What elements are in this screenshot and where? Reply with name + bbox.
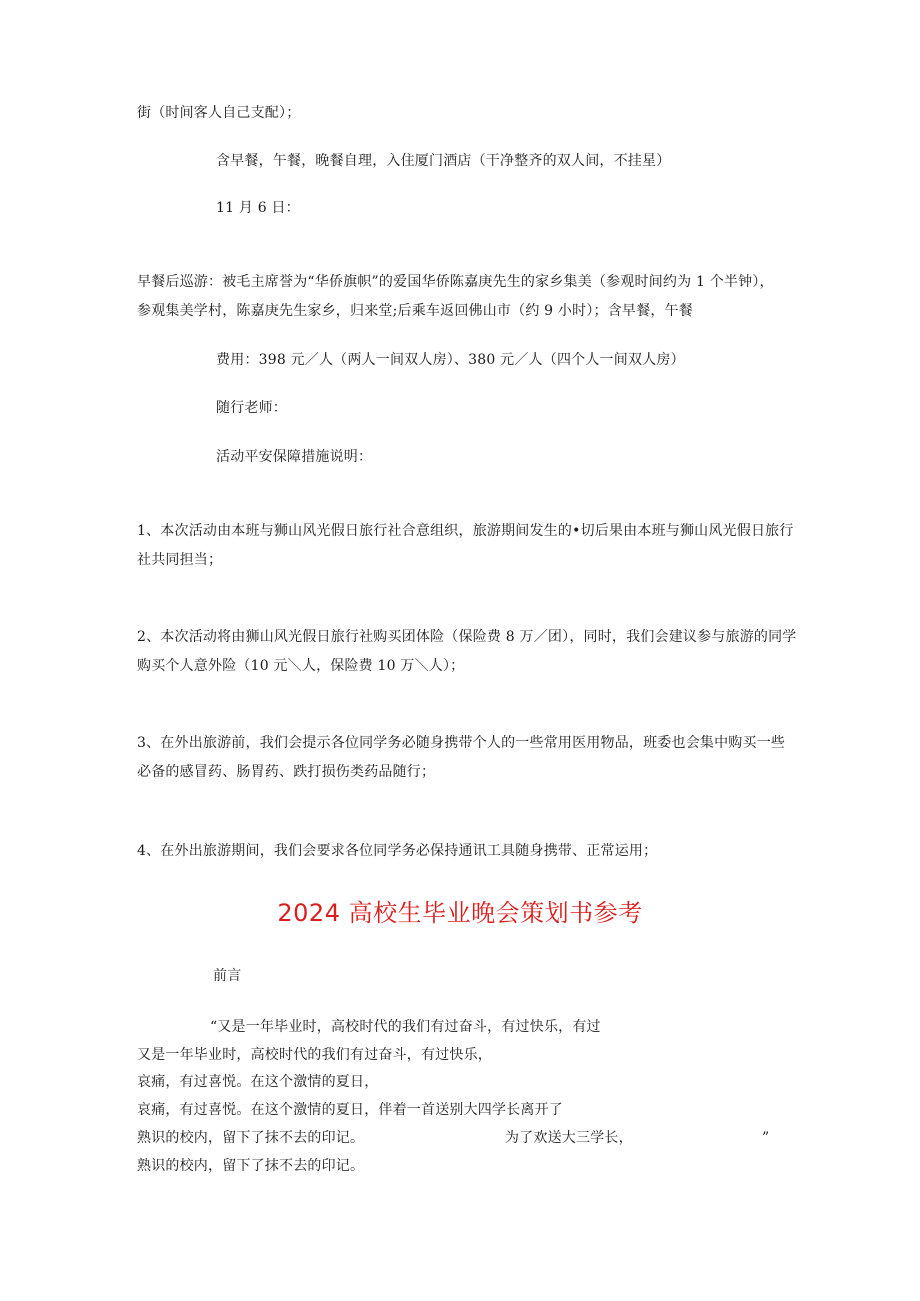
itinerary-line-1: 街（时间客人自己支配）； xyxy=(137,105,301,121)
safety-item-1-line-1: 1、本次活动由本班与狮山风光假日旅行社合意组织，旅游期间发生的•切后果由本班与狮山风光假日旅行 xyxy=(137,523,794,539)
safety-heading: 活动平安保障措施说明： xyxy=(216,449,373,465)
preface-paragraph-line-1: “又是一年毕业时，高校时代的我们有过奋斗，有过快乐，有过 xyxy=(210,1019,601,1035)
safety-item-3-line-2: 必备的感冒药、肠胃药、跌打损伤类药品随行； xyxy=(137,764,436,780)
closing-quote: ” xyxy=(762,1130,770,1146)
preface-paragraph-line-3: 哀痛，有过喜悦。在这个激情的夏日， xyxy=(137,1074,379,1090)
itinerary-meals-hotel: 含早餐，午餐，晚餐自理，入住厦门酒店（干净整齐的双人间，不挂星） xyxy=(216,153,671,169)
preface-paragraph-line-5b: 为了欢送大三学长， xyxy=(505,1130,633,1146)
preface-paragraph-line-5a: 熟识的校内，留下了抹不去的印记。 xyxy=(137,1130,365,1146)
preface-paragraph-line-4: 哀痛，有过喜悦。在这个激情的夏日，伴着一首送别大四学长离开了 xyxy=(137,1102,563,1118)
preface-paragraph-line-6: 熟识的校内，留下了抹不去的印记。 xyxy=(137,1158,365,1174)
safety-item-4-line-1: 4、在外出旅游期间，我们会要求各位同学务必保持通讯工具随身携带、正常运用； xyxy=(137,843,658,859)
section-title: 2024 高校生毕业晚会策划书参考 xyxy=(277,899,643,927)
safety-item-2-line-2: 购买个人意外险（10 元＼人，保险费 10 万＼人）； xyxy=(137,658,465,674)
safety-item-3-line-1: 3、在外出旅游前，我们会提示各位同学务必随身携带个人的一些常用医用物品，班委也会集中购买一些 xyxy=(137,735,786,751)
itinerary-day-desc-2: 参观集美学村，陈嘉庚先生家乡，归来堂;后乘车返回佛山市（约 9 小时）；含早餐，午餐 xyxy=(137,303,693,319)
itinerary-day-label: 11 月 6 日： xyxy=(216,200,300,216)
preface-label: 前言 xyxy=(213,968,242,984)
safety-item-2-line-1: 2、本次活动将由狮山风光假日旅行社购买团体险（保险费 8 万／团），同时，我们会建议参与旅游的同学 xyxy=(137,629,797,645)
itinerary-day-desc-1: 早餐后巡游：被毛主席誉为“华侨旗帜”的爱国华侨陈嘉庚先生的家乡集美（参观时间约为 1 个半钟）， xyxy=(137,274,774,290)
preface-paragraph-line-2: 又是一年毕业时，高校时代的我们有过奋斗，有过快乐， xyxy=(137,1047,492,1063)
safety-item-1-line-2: 社共同担当； xyxy=(137,552,223,568)
itinerary-teacher: 随行老师： xyxy=(216,400,287,416)
itinerary-fee: 费用：398 元／人（两人一间双人房）、380 元／人（四个人一间双人房） xyxy=(216,352,685,368)
